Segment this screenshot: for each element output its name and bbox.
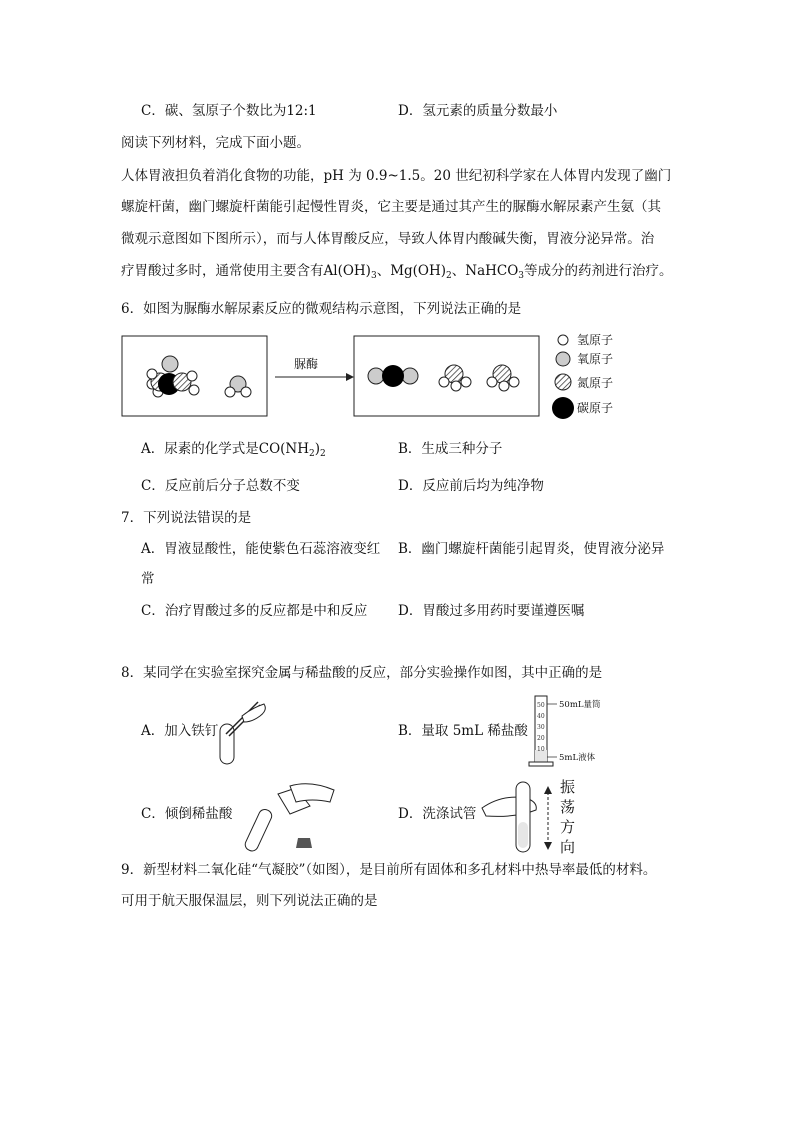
passage-line-4 [121,265,673,281]
hydrogen-atom [451,381,461,391]
passage-line-4-suffix: 等成分的药剂进行治疗。 [524,263,673,279]
oxygen-atom [368,368,384,384]
material-intro: 阅读下列材料，完成下面小题。 [121,135,310,151]
shake-label-char: 方 [560,818,576,836]
graduated-cylinder-figure [527,692,617,770]
oxygen-legend-icon [556,352,570,366]
tick-40: 40 [537,713,545,720]
add-iron-nail-figure [212,694,270,766]
washing-tube-figure [478,774,588,856]
co2-molecule [368,365,418,387]
tube-liquid-icon [518,822,528,848]
q8-stem: 8．某同学在实验室探究金属与稀盐酸的反应，部分实验操作如图，其中正确的是 [121,665,603,681]
cylinder-base-icon [529,762,553,766]
carbon-atom [382,365,404,387]
hydrogen-atom [461,377,471,387]
shake-label-char: 向 [560,838,576,856]
q7-option-b: B．幽门螺旋杆菌能引起胃炎，使胃液分泌异 [398,541,665,557]
separator: 、 [451,263,466,279]
pouring-acid-figure [240,778,340,858]
q6-option-c: C．反应前后分子总数不变 [141,478,300,494]
q9-stem-line-1: 9．新型材料二氧化硅“气凝胶”（如图），是目前所有固体和多孔材料中热导率最低的材料。 [121,862,657,878]
q5-option-c: C．碳、氢原子个数比为12:1 [141,103,317,119]
arrow-up-icon [544,786,552,794]
hydrogen-atom [225,387,235,397]
q7-stem: 7．下列说法错误的是 [121,510,252,526]
formula-al-oh: Al(OH) [323,263,371,279]
atom-legend [552,333,613,419]
formula-nahco3-sub: 3 [518,271,525,281]
passage-line-2: 螺旋杆菌，幽门螺旋杆菌能引起慢性胃炎，它主要是通过其产生的脲酶水解尿素产生氨（其 [121,199,661,215]
tick-30: 30 [537,724,545,731]
q8-option-c: C．倾倒稀盐酸 [141,806,233,822]
nitrogen-legend-icon [555,374,571,390]
hand-icon [290,784,334,802]
hydrogen-atom [439,377,449,387]
q8-option-a: A．加入铁钉 [141,723,219,739]
q6-option-b: B．生成三种分子 [398,441,503,457]
urease-reaction-diagram [118,330,638,420]
shake-label-char: 振 [560,778,576,796]
cylinder-liquid-label: 5mL液体 [559,753,596,763]
q6-option-d: D．反应前后均为纯净物 [398,478,544,494]
test-tube-icon [243,808,273,853]
q7-option-d: D．胃酸过多用药时要谨遵医嘱 [398,603,585,619]
passage-line-3: 微观示意图如下图所示），而与人体胃酸反应，导致人体胃内酸碱失衡，胃液分泌异常。治 [121,231,655,247]
q7-option-b-continued: 常 [141,571,155,587]
oxygen-atom [162,356,178,372]
legend-carbon: 碳原子 [577,401,614,415]
formula-al-oh-sub: 3 [370,271,377,281]
hydrogen-atom [487,377,497,387]
hydrogen-atom [187,371,197,381]
passage-line-1: 人体胃液担负着消化食物的功能，pH 为 0.9~1.5。20 世纪初科学家在人体胃内发现了幽门 [121,168,672,184]
q6-stem: 6．如图为脲酶水解尿素反应的微观结构示意图，下列说法正确的是 [121,301,522,317]
bottle-stopper-icon [296,838,312,848]
shake-label-char: 荡 [560,798,576,816]
formula-nahco3: NaHCO [465,263,519,279]
tick-50: 50 [537,702,545,709]
arrow-head-icon [346,373,354,381]
arrow-label: 脲酶 [294,357,319,371]
carbon-legend-icon [552,397,574,419]
oxygen-atom [402,368,418,384]
hydrogen-atom [241,387,251,397]
hydrogen-atom [147,369,157,379]
hydrogen-atom [189,385,199,395]
q5-option-d: D．氢元素的质量分数最小 [398,103,558,119]
q8-option-d: D．洗涤试管 [398,806,477,822]
legend-hydrogen: 氢原子 [577,333,614,347]
hydrogen-legend-icon [558,335,568,345]
tick-20: 20 [537,735,545,742]
cylinder-label: 50mL量筒 [559,700,601,710]
hydrogen-atom [509,377,519,387]
q7-option-c: C．治疗胃酸过多的反应都是中和反应 [141,603,368,619]
arrow-down-icon [544,842,552,850]
q8-option-b: B．量取 5mL 稀盐酸 [398,723,528,739]
q7-option-a: A．胃液显酸性，能使紫色石蕊溶液变红 [141,541,381,557]
tick-10: 10 [537,746,545,753]
legend-oxygen: 氧原子 [577,352,614,366]
formula-mg-oh-sub: 2 [446,271,452,281]
hydrogen-atom [499,381,509,391]
legend-nitrogen: 氮原子 [577,376,614,390]
urea-formula-end: ) [314,441,321,457]
passage-line-4-prefix: 疗胃酸过多时，通常使用主要含有 [121,263,324,279]
formula-mg-oh: Mg(OH) [390,263,447,279]
urea-formula-sub: 2 [309,449,315,459]
q9-stem-line-2: 可用于航天服保温层，则下列说法正确的是 [121,893,378,909]
urea-formula-sub2: 2 [320,449,326,459]
q6-option-a-text: A．尿素的化学式是 [141,441,259,457]
test-tube-icon [220,724,234,764]
q6-option-a [141,443,326,459]
separator: 、 [376,263,391,279]
urea-formula: CO(NH [258,441,309,457]
